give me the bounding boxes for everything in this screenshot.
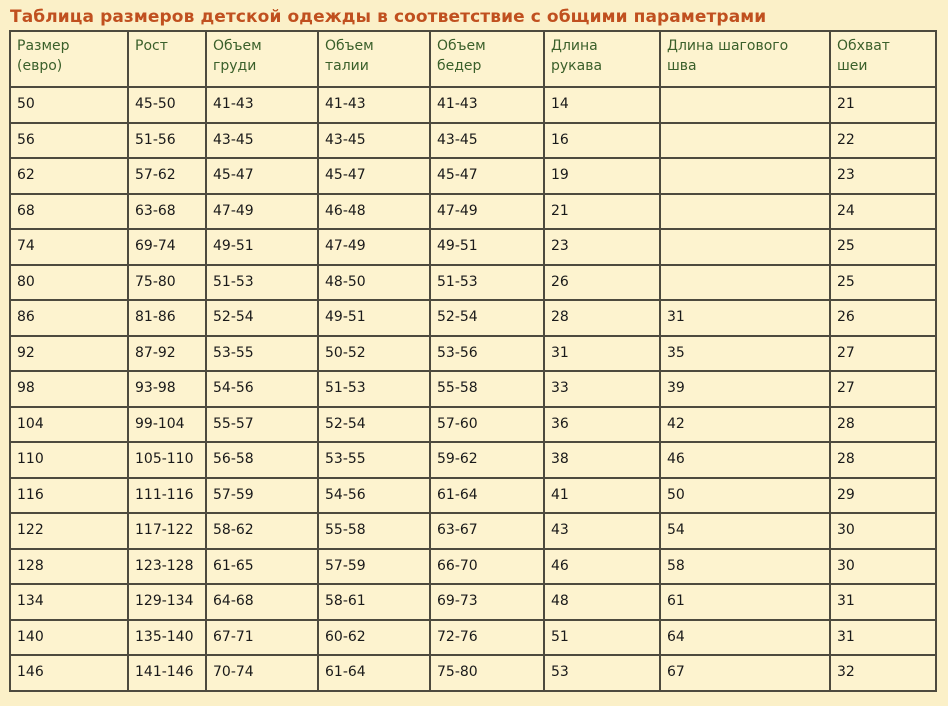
column-header <box>431 32 543 86</box>
column-header-line2: шеи <box>837 58 868 74</box>
table-cell <box>661 124 829 158</box>
table-cell: 23 <box>545 230 659 264</box>
table-cell: 28 <box>831 408 935 442</box>
table-cell: 39 <box>661 372 829 406</box>
table-cell: 67-71 <box>207 621 317 655</box>
column-header-line1: Рост <box>135 38 168 54</box>
table-cell: 58-62 <box>207 514 317 548</box>
table-cell: 36 <box>545 408 659 442</box>
column-header <box>661 32 829 86</box>
table-cell: 86 <box>11 301 127 335</box>
table-cell: 54-56 <box>319 479 429 513</box>
table-cell: 52-54 <box>431 301 543 335</box>
table-cell: 56-58 <box>207 443 317 477</box>
column-header <box>11 32 127 86</box>
table-cell: 49-51 <box>319 301 429 335</box>
table-cell <box>661 195 829 229</box>
table-row <box>11 621 935 655</box>
table-cell: 92 <box>11 337 127 371</box>
column-header-line2: (евро) <box>17 58 63 74</box>
table-cell: 16 <box>545 124 659 158</box>
table-cell: 61-65 <box>207 550 317 584</box>
table-cell: 81-86 <box>129 301 205 335</box>
table-row <box>11 408 935 442</box>
size-table <box>9 30 937 692</box>
table-cell: 140 <box>11 621 127 655</box>
table-body <box>11 88 935 690</box>
table-cell: 47-49 <box>431 195 543 229</box>
table-cell: 49-51 <box>431 230 543 264</box>
table-cell: 27 <box>831 372 935 406</box>
table-cell: 43-45 <box>431 124 543 158</box>
table-row <box>11 230 935 264</box>
table-cell: 50 <box>661 479 829 513</box>
table-cell: 61-64 <box>431 479 543 513</box>
table-cell: 63-67 <box>431 514 543 548</box>
table-cell <box>661 230 829 264</box>
column-header-line1: Объем <box>437 38 486 54</box>
table-row <box>11 159 935 193</box>
table-cell: 59-62 <box>431 443 543 477</box>
table-cell: 62 <box>11 159 127 193</box>
table-cell: 61 <box>661 585 829 619</box>
table-row <box>11 479 935 513</box>
table-row <box>11 301 935 335</box>
table-cell <box>661 88 829 122</box>
table-cell: 146 <box>11 656 127 690</box>
table-cell: 57-60 <box>431 408 543 442</box>
table-cell: 57-62 <box>129 159 205 193</box>
table-cell: 57-59 <box>207 479 317 513</box>
table-cell: 58 <box>661 550 829 584</box>
table-cell: 45-47 <box>431 159 543 193</box>
table-row <box>11 195 935 229</box>
table-cell: 134 <box>11 585 127 619</box>
table-cell: 50 <box>11 88 127 122</box>
table-cell: 48-50 <box>319 266 429 300</box>
table-row <box>11 585 935 619</box>
table-row <box>11 443 935 477</box>
table-cell: 87-92 <box>129 337 205 371</box>
table-cell: 42 <box>661 408 829 442</box>
table-cell: 69-74 <box>129 230 205 264</box>
column-header-line1: Объем <box>325 38 374 54</box>
column-header <box>129 32 205 86</box>
table-cell: 80 <box>11 266 127 300</box>
table-cell: 38 <box>545 443 659 477</box>
table-cell: 116 <box>11 479 127 513</box>
table-cell: 50-52 <box>319 337 429 371</box>
table-row <box>11 124 935 158</box>
table-cell: 25 <box>831 230 935 264</box>
table-cell: 51-56 <box>129 124 205 158</box>
table-cell: 29 <box>831 479 935 513</box>
table-cell: 41 <box>545 479 659 513</box>
table-cell: 43 <box>545 514 659 548</box>
table-cell: 110 <box>11 443 127 477</box>
table-cell: 43-45 <box>319 124 429 158</box>
table-cell: 28 <box>545 301 659 335</box>
table-cell: 14 <box>545 88 659 122</box>
column-header-line2: бедер <box>437 58 482 74</box>
table-cell: 43-45 <box>207 124 317 158</box>
table-cell: 67 <box>661 656 829 690</box>
table-cell: 47-49 <box>319 230 429 264</box>
table-cell: 93-98 <box>129 372 205 406</box>
column-header <box>545 32 659 86</box>
column-header <box>207 32 317 86</box>
table-cell: 26 <box>831 301 935 335</box>
column-header-line2: шва <box>667 58 697 74</box>
table-cell: 33 <box>545 372 659 406</box>
table-row <box>11 337 935 371</box>
table-cell: 41-43 <box>207 88 317 122</box>
table-cell: 30 <box>831 550 935 584</box>
column-header-line1: Обхват <box>837 38 890 54</box>
table-cell: 35 <box>661 337 829 371</box>
table-cell: 30 <box>831 514 935 548</box>
table-cell: 41-43 <box>431 88 543 122</box>
table-cell: 98 <box>11 372 127 406</box>
table-cell: 104 <box>11 408 127 442</box>
table-cell: 66-70 <box>431 550 543 584</box>
table-cell: 69-73 <box>431 585 543 619</box>
table-cell: 21 <box>831 88 935 122</box>
column-header-line2: груди <box>213 58 257 74</box>
table-cell: 68 <box>11 195 127 229</box>
table-cell: 129-134 <box>129 585 205 619</box>
table-cell: 25 <box>831 266 935 300</box>
table-cell: 51-53 <box>319 372 429 406</box>
table-cell: 53 <box>545 656 659 690</box>
table-cell: 31 <box>831 585 935 619</box>
table-cell: 46-48 <box>319 195 429 229</box>
table-cell: 27 <box>831 337 935 371</box>
table-cell: 72-76 <box>431 621 543 655</box>
table-cell: 52-54 <box>207 301 317 335</box>
table-row <box>11 514 935 548</box>
table-cell: 54-56 <box>207 372 317 406</box>
table-cell: 47-49 <box>207 195 317 229</box>
table-cell: 41-43 <box>319 88 429 122</box>
table-cell: 23 <box>831 159 935 193</box>
column-header-line2: талии <box>325 58 369 74</box>
table-cell: 51 <box>545 621 659 655</box>
table-cell: 55-57 <box>207 408 317 442</box>
table-cell: 111-116 <box>129 479 205 513</box>
column-header <box>831 32 935 86</box>
table-cell: 55-58 <box>431 372 543 406</box>
table-cell: 48 <box>545 585 659 619</box>
table-cell: 70-74 <box>207 656 317 690</box>
column-header-line1: Объем <box>213 38 262 54</box>
table-cell: 54 <box>661 514 829 548</box>
table-cell: 75-80 <box>431 656 543 690</box>
table-cell: 51-53 <box>431 266 543 300</box>
table-cell: 128 <box>11 550 127 584</box>
table-cell: 135-140 <box>129 621 205 655</box>
table-cell: 141-146 <box>129 656 205 690</box>
table-cell: 74 <box>11 230 127 264</box>
table-cell: 60-62 <box>319 621 429 655</box>
table-cell: 32 <box>831 656 935 690</box>
table-cell: 55-58 <box>319 514 429 548</box>
table-cell: 53-55 <box>207 337 317 371</box>
table-cell: 26 <box>545 266 659 300</box>
table-cell: 123-128 <box>129 550 205 584</box>
table-cell: 51-53 <box>207 266 317 300</box>
table-row <box>11 550 935 584</box>
table-cell: 45-50 <box>129 88 205 122</box>
table-cell: 49-51 <box>207 230 317 264</box>
table-cell: 61-64 <box>319 656 429 690</box>
table-cell: 31 <box>661 301 829 335</box>
table-row <box>11 656 935 690</box>
column-header-line1: Длина шагового <box>667 38 789 54</box>
column-header-line1: Длина <box>551 38 598 54</box>
table-row <box>11 266 935 300</box>
table-cell: 19 <box>545 159 659 193</box>
table-cell <box>661 159 829 193</box>
table-cell: 64-68 <box>207 585 317 619</box>
table-cell: 63-68 <box>129 195 205 229</box>
table-cell: 21 <box>545 195 659 229</box>
table-cell: 117-122 <box>129 514 205 548</box>
table-header-row <box>11 32 935 86</box>
table-row <box>11 88 935 122</box>
table-cell: 28 <box>831 443 935 477</box>
table-cell: 31 <box>545 337 659 371</box>
table-cell: 56 <box>11 124 127 158</box>
table-cell: 122 <box>11 514 127 548</box>
column-header-line1: Размер <box>17 38 70 54</box>
table-cell: 22 <box>831 124 935 158</box>
table-cell: 99-104 <box>129 408 205 442</box>
page-title: Таблица размеров детской одежды в соответствие с общими параметрами <box>10 7 767 27</box>
table-cell: 52-54 <box>319 408 429 442</box>
table-cell: 45-47 <box>319 159 429 193</box>
table-cell <box>661 266 829 300</box>
table-cell: 46 <box>545 550 659 584</box>
table-cell: 53-55 <box>319 443 429 477</box>
column-header <box>319 32 429 86</box>
table-cell: 31 <box>831 621 935 655</box>
column-header-line2: рукава <box>551 58 603 74</box>
table-cell: 53-56 <box>431 337 543 371</box>
table-row <box>11 372 935 406</box>
table-cell: 105-110 <box>129 443 205 477</box>
table-cell: 75-80 <box>129 266 205 300</box>
table-cell: 64 <box>661 621 829 655</box>
table-cell: 57-59 <box>319 550 429 584</box>
table-cell: 46 <box>661 443 829 477</box>
table-cell: 24 <box>831 195 935 229</box>
table-cell: 45-47 <box>207 159 317 193</box>
table-cell: 58-61 <box>319 585 429 619</box>
